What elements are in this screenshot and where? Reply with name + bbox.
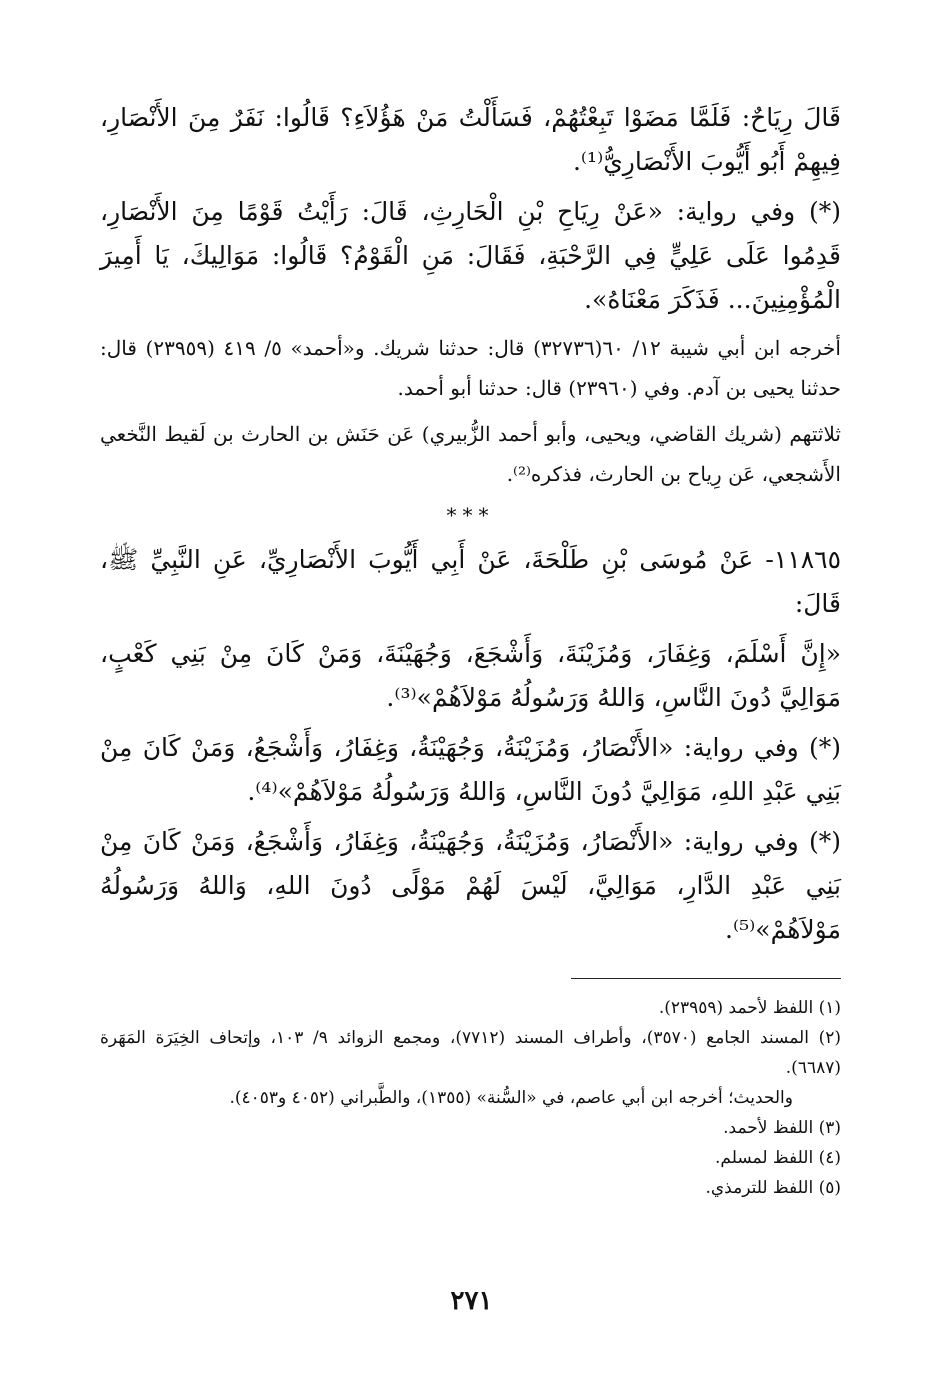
paragraph-takhrij-1: أخرجه ابن أبي شيبة ١٢/ ٦٠(٣٢٧٣٦) قال: حدثنا شريك. و«أحمد» ٥/ ٤١٩ (٢٣٩٥٩) قال: حدثنا يحيى بن آدم. وفي (٢٣٩٦٠) قال: حدثنا أبو أحمد.	[100, 336, 841, 400]
footnote-3: (٣) اللفظ لأحمد.	[723, 1118, 841, 1138]
paragraph-riyah-narration: قَالَ رِيَاحٌ: فَلَمَّا مَضَوْا تَبِعْتُهُمْ، فَسَأَلْتُ مَنْ هَؤُلاَءِ؟ قَالُوا: نَفَرٌ مِنَ الأَنْصَارِ، فِيهِمْ أَبُو أَيُّوبَ الأَنْصَارِيُّ⁽¹⁾.	[100, 103, 841, 176]
paragraph-takhrij-2: ثلاثتهم (شريك القاضي، ويحيى، وأبو أحمد الزُّبيري) عَن حَنَش بن الحارث بن لَقيط النَّخعي الأَشجعي، عَن رِياح بن الحارث، فذكره⁽²⁾.	[100, 422, 841, 486]
footnote-1: (١) اللفظ لأحمد (٢٣٩٥٩).	[658, 998, 841, 1018]
paragraph-riwaya-3: (*) وفي رواية: «الأَنْصَارُ، وَمُزَيْنَةُ، وَجُهَيْنَةُ، وَغِفَارُ، وَأَشْجَعُ، وَمَنْ كَانَ مِنْ بَنِي عَبْدِ الدَّارِ، مَوَالِيَّ، لَيْسَ لَهُمْ مَوْلًى دُونَ اللهِ، وَاللهُ وَرَسُولُهُ مَوْلاَهُمْ»⁽⁵⁾.	[100, 827, 841, 944]
hadith-11865-text: «إِنَّ أَسْلَمَ، وَغِفَارَ، وَمُزَيْنَةَ، وَأَشْجَعَ، وَجُهَيْنَةَ، وَمَنْ كَانَ مِنْ بَنِي كَعْبٍ، مَوَالِيَّ دُونَ النَّاسِ، وَاللهُ وَرَسُولُهُ مَوْلاَهُمْ»⁽³⁾.	[100, 639, 841, 712]
section-separator: ***	[446, 503, 495, 527]
footnote-5: (٥) اللفظ للترمذي.	[705, 1178, 841, 1198]
paragraph-riwaya-2: (*) وفي رواية: «الأَنْصَارُ، وَمُزَيْنَةُ، وَجُهَيْنَةُ، وَغِفَارُ، وَأَشْجَعُ، وَمَنْ كَانَ مِنْ بَنِي عَبْدِ اللهِ، مَوَالِيَّ دُونَ النَّاسِ، وَاللهُ وَرَسُولُهُ مَوْلاَهُمْ»⁽⁴⁾.	[100, 733, 841, 806]
footnote-2-continued: والحديث؛ أخرجه ابن أبي عاصم، في «السُّنة» (١٣٥٥)، والطَّبراني (٤٠٥٢ و٤٠٥٣).	[229, 1088, 793, 1108]
footnote-4: (٤) اللفظ لمسلم.	[714, 1148, 841, 1168]
page-number: ٢٧١	[450, 1286, 493, 1316]
footnotes	[100, 993, 841, 1203]
paragraph-riwaya-1: (*) وفي رواية: «عَنْ رِيَاحِ بْنِ الْحَارِثِ، قَالَ: رَأَيْتُ قَوْمًا مِنَ الأَنْصَارِ، قَدِمُوا عَلَى عَلِيٍّ فِي الرَّحْبَةِ، فَقَالَ: مَنِ الْقَوْمُ؟ قَالُوا: مَوَالِيكَ، يَا أَمِيرَ الْمُؤْمِنِينَ... فَذَكَرَ مَعْنَاهُ».	[100, 197, 841, 314]
footnote-divider	[571, 978, 841, 979]
hadith-11865-heading: ١١٨٦٥- عَنْ مُوسَى بْنِ طَلْحَةَ، عَنْ أَبِي أَيُّوبَ الأَنْصَارِيِّ، عَنِ النَّبِيِّ ﷺ، قَالَ:	[100, 545, 841, 618]
footnote-2: (٢) المسند الجامع (٣٥٧٠)، وأطراف المسند (٧٧١٢)، ومجمع الزوائد ٩/ ١٠٣، وإتحاف الخِيَرَة المَهَرة (٦٦٨٧).	[100, 1028, 841, 1078]
